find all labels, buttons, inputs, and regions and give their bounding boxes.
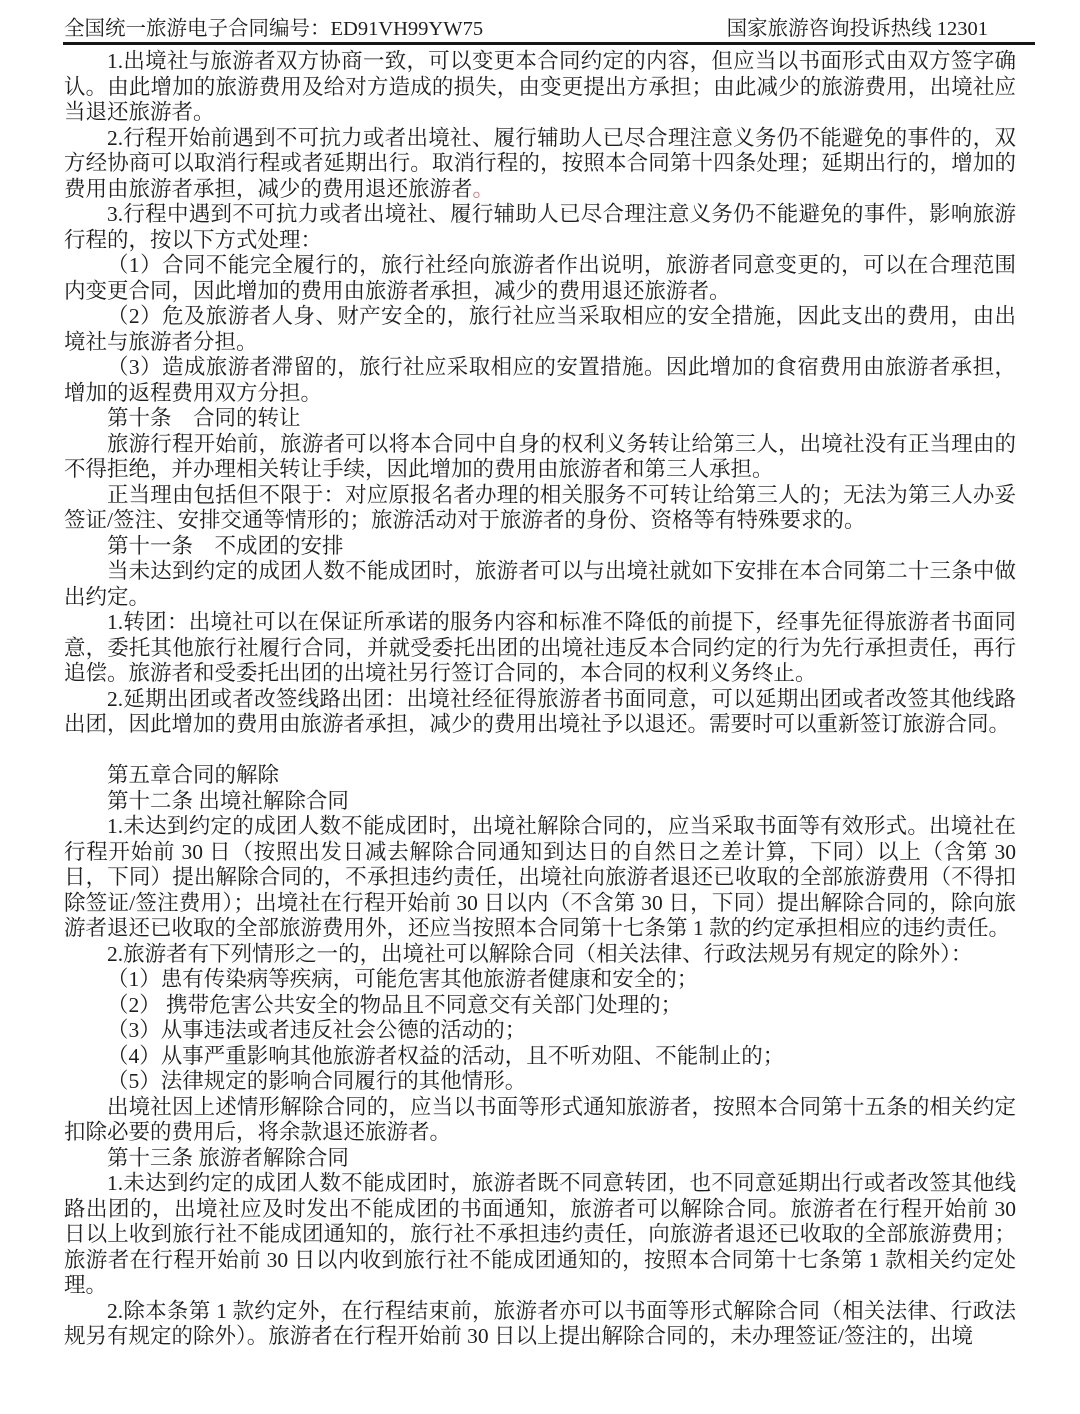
article-12-item2: 2.旅游者有下列情形之一的，出境社可以解除合同（相关法律、行政法规另有规定的除外）： [107,941,973,966]
article-12-heading: 第十二条 出境社解除合同 [107,788,349,813]
contract-body-text [64,49,1016,1414]
article-13-item2: 2.除本条第 1 款约定外，在行程结束前，旅游者亦可以书面等形式解除合同（相关法律、行政法规另有规定的除外）。旅游者在行程开始前 30 日以上提出解除合同的，未办理签证/签注的，出境 [64,1298,1016,1348]
hotline-label: 国家旅游咨询投诉热线 12301 [726,18,988,40]
article-10-para1: 旅游行程开始前，旅游者可以将本合同中自身的权利义务转让给第三人，出境社没有正当理由的不得拒绝，并办理相关转让手续，因此增加的费用由旅游者和第三人承担。 [64,431,1016,481]
blank-line [64,738,1016,764]
contract-number-label: 全国统一旅游电子合同编号：ED91VH99YW75 [64,18,484,40]
article-10-para2: 正当理由包括但不限于：对应原报名者办理的相关服务不可转让给第三人的；无法为第三人办妥签证/签注、安排交通等情形的；旅游活动对于旅游者的身份、资格等有特殊要求的。 [64,482,1016,532]
article-11-item2: 2.延期出团或者改签线路出团：出境社经征得旅游者书面同意，可以延期出团或者改签其他线路出团，因此增加的费用由旅游者承担，减少的费用出境社予以退还。需要时可以重新签订旅游合同。 [64,686,1016,736]
article-11-item1: 1.转团：出境社可以在保证所承诺的服务内容和标准不降低的前提下，经事先征得旅游者书面同意，委托其他旅行社履行合同，并就受委托出团的出境社违反本合同约定的行为先行承担责任，再行追偿。旅游者和受委托出团的出境社另行签订合同的，本合同的权利义务终止。 [64,610,1016,685]
article-12-item2-sub3: （3）从事违法或者违反社会公德的活动的； [107,1018,527,1042]
article-12-item2-sub2: （2） 携带危害公共安全的物品且不同意交有关部门处理的； [107,992,683,1017]
clause9-item3-sub3: （3）造成旅游者滞留的，旅行社应采取相应的安置措施。因此增加的食宿费用由旅游者承担，增加的返程费用双方分担。 [64,355,1016,405]
article-10-heading: 第十条 合同的转让 [107,406,301,430]
clause9-item3: 3.行程中遇到不可抗力或者出境社、履行辅助人已尽合理注意义务仍不能避免的事件，影响旅游行程的，按以下方式处理： [64,202,1016,252]
chapter-5-heading: 第五章合同的解除 [107,763,280,787]
article-12-item2-sub1: （1）患有传染病等疾病，可能危害其他旅游者健康和安全的； [107,967,699,991]
article-12-item2-sub4: （4）从事严重影响其他旅游者权益的活动，且不听劝阻、不能制止的； [107,1043,785,1068]
red-period-mark: 。 [472,176,495,201]
article-11-para1: 当未达到约定的成团人数不能成团时，旅游者可以与出境社就如下安排在本合同第二十三条中做出约定。 [64,559,1016,609]
article-13-item1: 1.未达到约定的成团人数不能成团时，旅游者既不同意转团，也不同意延期出行或者改签其他线路出团的，出境社应及时发出不能成团的书面通知，旅游者可以解除合同。旅游者在行程开始前 30 日以上收到旅行社不能成团通知的，旅行社不承担违约责任，向旅游者退还已收取的全部旅游费用；旅游者在行程开始前 30 日以内收到旅行社不能成团通知的，按照本合同第十七条第 1 款相关约定处理。 [64,1171,1016,1297]
clause9-item1: 1.出境社与旅游者双方协商一致，可以变更本合同约定的内容，但应当以书面形式由双方签字确认。由此增加的旅游费用及给对方造成的损失，由变更提出方承担；由此减少的旅游费用，出境社应当退还旅游者。 [64,49,1016,124]
clause9-item2: 2.行程开始前遇到不可抗力或者出境社、履行辅助人已尽合理注意义务仍不能避免的事件的，双方经协商可以取消行程或者延期出行。取消行程的，按照本合同第十四条处理；延期出行的，增加的费用由旅游者承担，减少的费用退还旅游者。 [64,125,1016,201]
header-divider-rule [63,42,1035,45]
clause9-item3-sub1: （1）合同不能完全履行的，旅行社经向旅游者作出说明，旅游者同意变更的，可以在合理范围内变更合同，因此增加的费用由旅游者承担，减少的费用退还旅游者。 [64,253,1016,303]
article-11-heading: 第十一条 不成团的安排 [107,533,344,558]
article-12-closing: 出境社因上述情形解除合同的，应当以书面等形式通知旅游者，按照本合同第十五条的相关约定扣除必要的费用后，将余款退还旅游者。 [64,1094,1016,1144]
article-13-heading: 第十三条 旅游者解除合同 [107,1145,349,1170]
page-header [64,17,1016,41]
clause9-item3-sub2: （2）危及旅游者人身、财产安全的，旅行社应当采取相应的安全措施，因此支出的费用，由出境社与旅游者分担。 [64,304,1016,354]
article-12-item2-sub5: （5）法律规定的影响合同履行的其他情形。 [107,1069,527,1093]
article-12-item1: 1.未达到约定的成团人数不能成团时，出境社解除合同的，应当采取书面等有效形式。出境社在行程开始前 30 日（按照出发日减去解除合同通知到达日的自然日之差计算，下同）以上（含第 30 日，下同）提出解除合同的，不承担违约责任，出境社向旅游者退还已收取的全部旅游费用（不得扣除签证/签注费用）；出境社在行程开始前 30 日以内（不含第 30 日，下同）提出解除合同的，除向旅游者退还已收取的全部旅游费用外，还应当按照本合同第十七条第 1 款的约定承担相应的违约责任。 [64,814,1016,940]
